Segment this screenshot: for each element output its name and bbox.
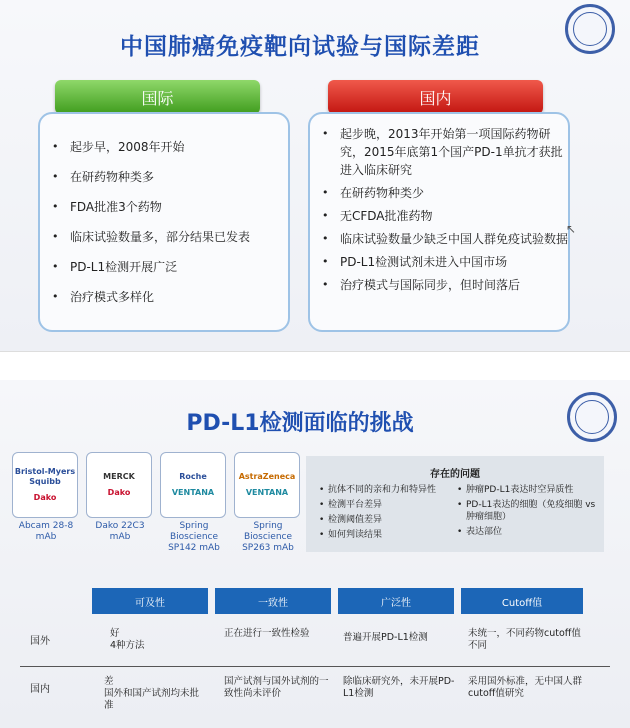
table-header: 广泛性 xyxy=(338,588,454,614)
list-item: • 抗体不同的亲和力和特异性 xyxy=(316,484,454,496)
slide-2 xyxy=(0,380,630,728)
vendor-caption: Abcam 28-8 mAb xyxy=(18,521,74,542)
vendor-logo-text: Roche xyxy=(179,472,207,481)
vendor-logo xyxy=(234,452,300,518)
table-cell: 好 4种方法 xyxy=(110,628,145,651)
list-item: • 起步早，2008年开始 xyxy=(40,138,288,156)
vendor-caption: Spring Bioscience SP263 mAb xyxy=(242,521,294,553)
table-cell: 差 国外和国产试剂均未批准 xyxy=(104,676,200,711)
list-item: • PD-L1检测试剂未进入中国市场 xyxy=(310,253,568,271)
table-cell: 国产试剂与国外试剂的一致性尚未评价 xyxy=(224,676,329,699)
list-item: • 无CFDA批准药物 xyxy=(310,207,568,225)
mouse-cursor-icon: ↖ xyxy=(566,222,577,236)
table-header: 一致性 xyxy=(215,588,331,614)
vendor-logo-text: Dako xyxy=(107,488,131,497)
list-item: • 在研药物种类少 xyxy=(310,184,568,202)
list-item: • FDA批准3个药物 xyxy=(40,198,288,216)
vendor-logo xyxy=(160,452,226,518)
issues-box xyxy=(306,456,604,552)
slide-1-title: 中国肺癌免疫靶向试验与国际差距 xyxy=(120,34,480,60)
table-cell: 正在进行一致性检验 xyxy=(224,628,310,639)
row-label: 国外 xyxy=(30,636,50,647)
vendor-logo xyxy=(12,452,78,518)
vendor-logo-text: MERCK xyxy=(103,472,135,481)
slide-2-title: PD-L1检测面临的挑战 xyxy=(186,411,414,436)
table-cell: 除临床研究外，未开展PD-L1检测 xyxy=(343,676,455,699)
table-header: 可及性 xyxy=(92,588,208,614)
table-cell: 普遍开展PD-L1检测 xyxy=(343,632,428,643)
list-item: • 临床试验数量少缺乏中国人群免疫试验数据 xyxy=(310,230,568,248)
list-item: • 检测阈值差异 xyxy=(316,514,454,526)
list-item: • 检测平台差异 xyxy=(316,499,454,511)
vendor-card xyxy=(86,452,154,543)
list-item: • 在研药物种类多 xyxy=(40,168,288,186)
list-item: • 治疗模式与国际同步，但时间落后 xyxy=(310,276,568,294)
list-item: • 治疗模式多样化 xyxy=(40,288,288,306)
table-cell: 未统一，不同药物cutoff值不同 xyxy=(468,628,581,651)
vendor-logo xyxy=(86,452,152,518)
domestic-panel xyxy=(308,112,570,332)
vendor-logo-text: AstraZeneca xyxy=(238,472,296,481)
vendor-caption: Spring Bioscience SP142 mAb xyxy=(168,521,220,553)
university-seal-icon xyxy=(565,4,615,54)
list-item: • PD-L1表达的细胞（免疫细胞 vs 肿瘤细胞） xyxy=(454,499,602,523)
slide-1 xyxy=(0,0,630,352)
vendor-card xyxy=(234,452,302,554)
list-item: • 肿瘤PD-L1表达时空异质性 xyxy=(454,484,602,496)
domestic-badge: 国内 xyxy=(328,80,543,114)
row-label: 国内 xyxy=(30,684,50,695)
list-item: • 起步晚，2013年开始第一项国际药物研究，2015年底第1个国产PD-1单抗才获批进入临床研究 xyxy=(310,125,568,179)
list-item: • 临床试验数量多，部分结果已发表 xyxy=(40,228,288,246)
list-item: • 表达部位 xyxy=(454,526,602,538)
issues-title: 存在的问题 xyxy=(430,469,480,480)
university-seal-icon xyxy=(567,392,617,442)
table-cell: 采用国外标准，无中国人群cutoff值研究 xyxy=(468,676,583,699)
table-divider xyxy=(20,666,610,667)
vendor-logo-text: Dako xyxy=(33,493,57,502)
international-panel xyxy=(38,112,290,332)
vendor-logo-text: VENTANA xyxy=(171,488,215,497)
vendor-caption: Dako 22C3 mAb xyxy=(95,521,145,542)
list-item: • PD-L1检测开展广泛 xyxy=(40,258,288,276)
vendor-card xyxy=(160,452,228,554)
vendor-logo-text: Bristol-Myers Squibb xyxy=(14,467,76,486)
table-header: Cutoff值 xyxy=(461,588,583,614)
vendor-card xyxy=(12,452,80,543)
list-item: • 如何判读结果 xyxy=(316,529,454,541)
international-badge: 国际 xyxy=(55,80,260,114)
vendor-logo-text: VENTANA xyxy=(245,488,289,497)
